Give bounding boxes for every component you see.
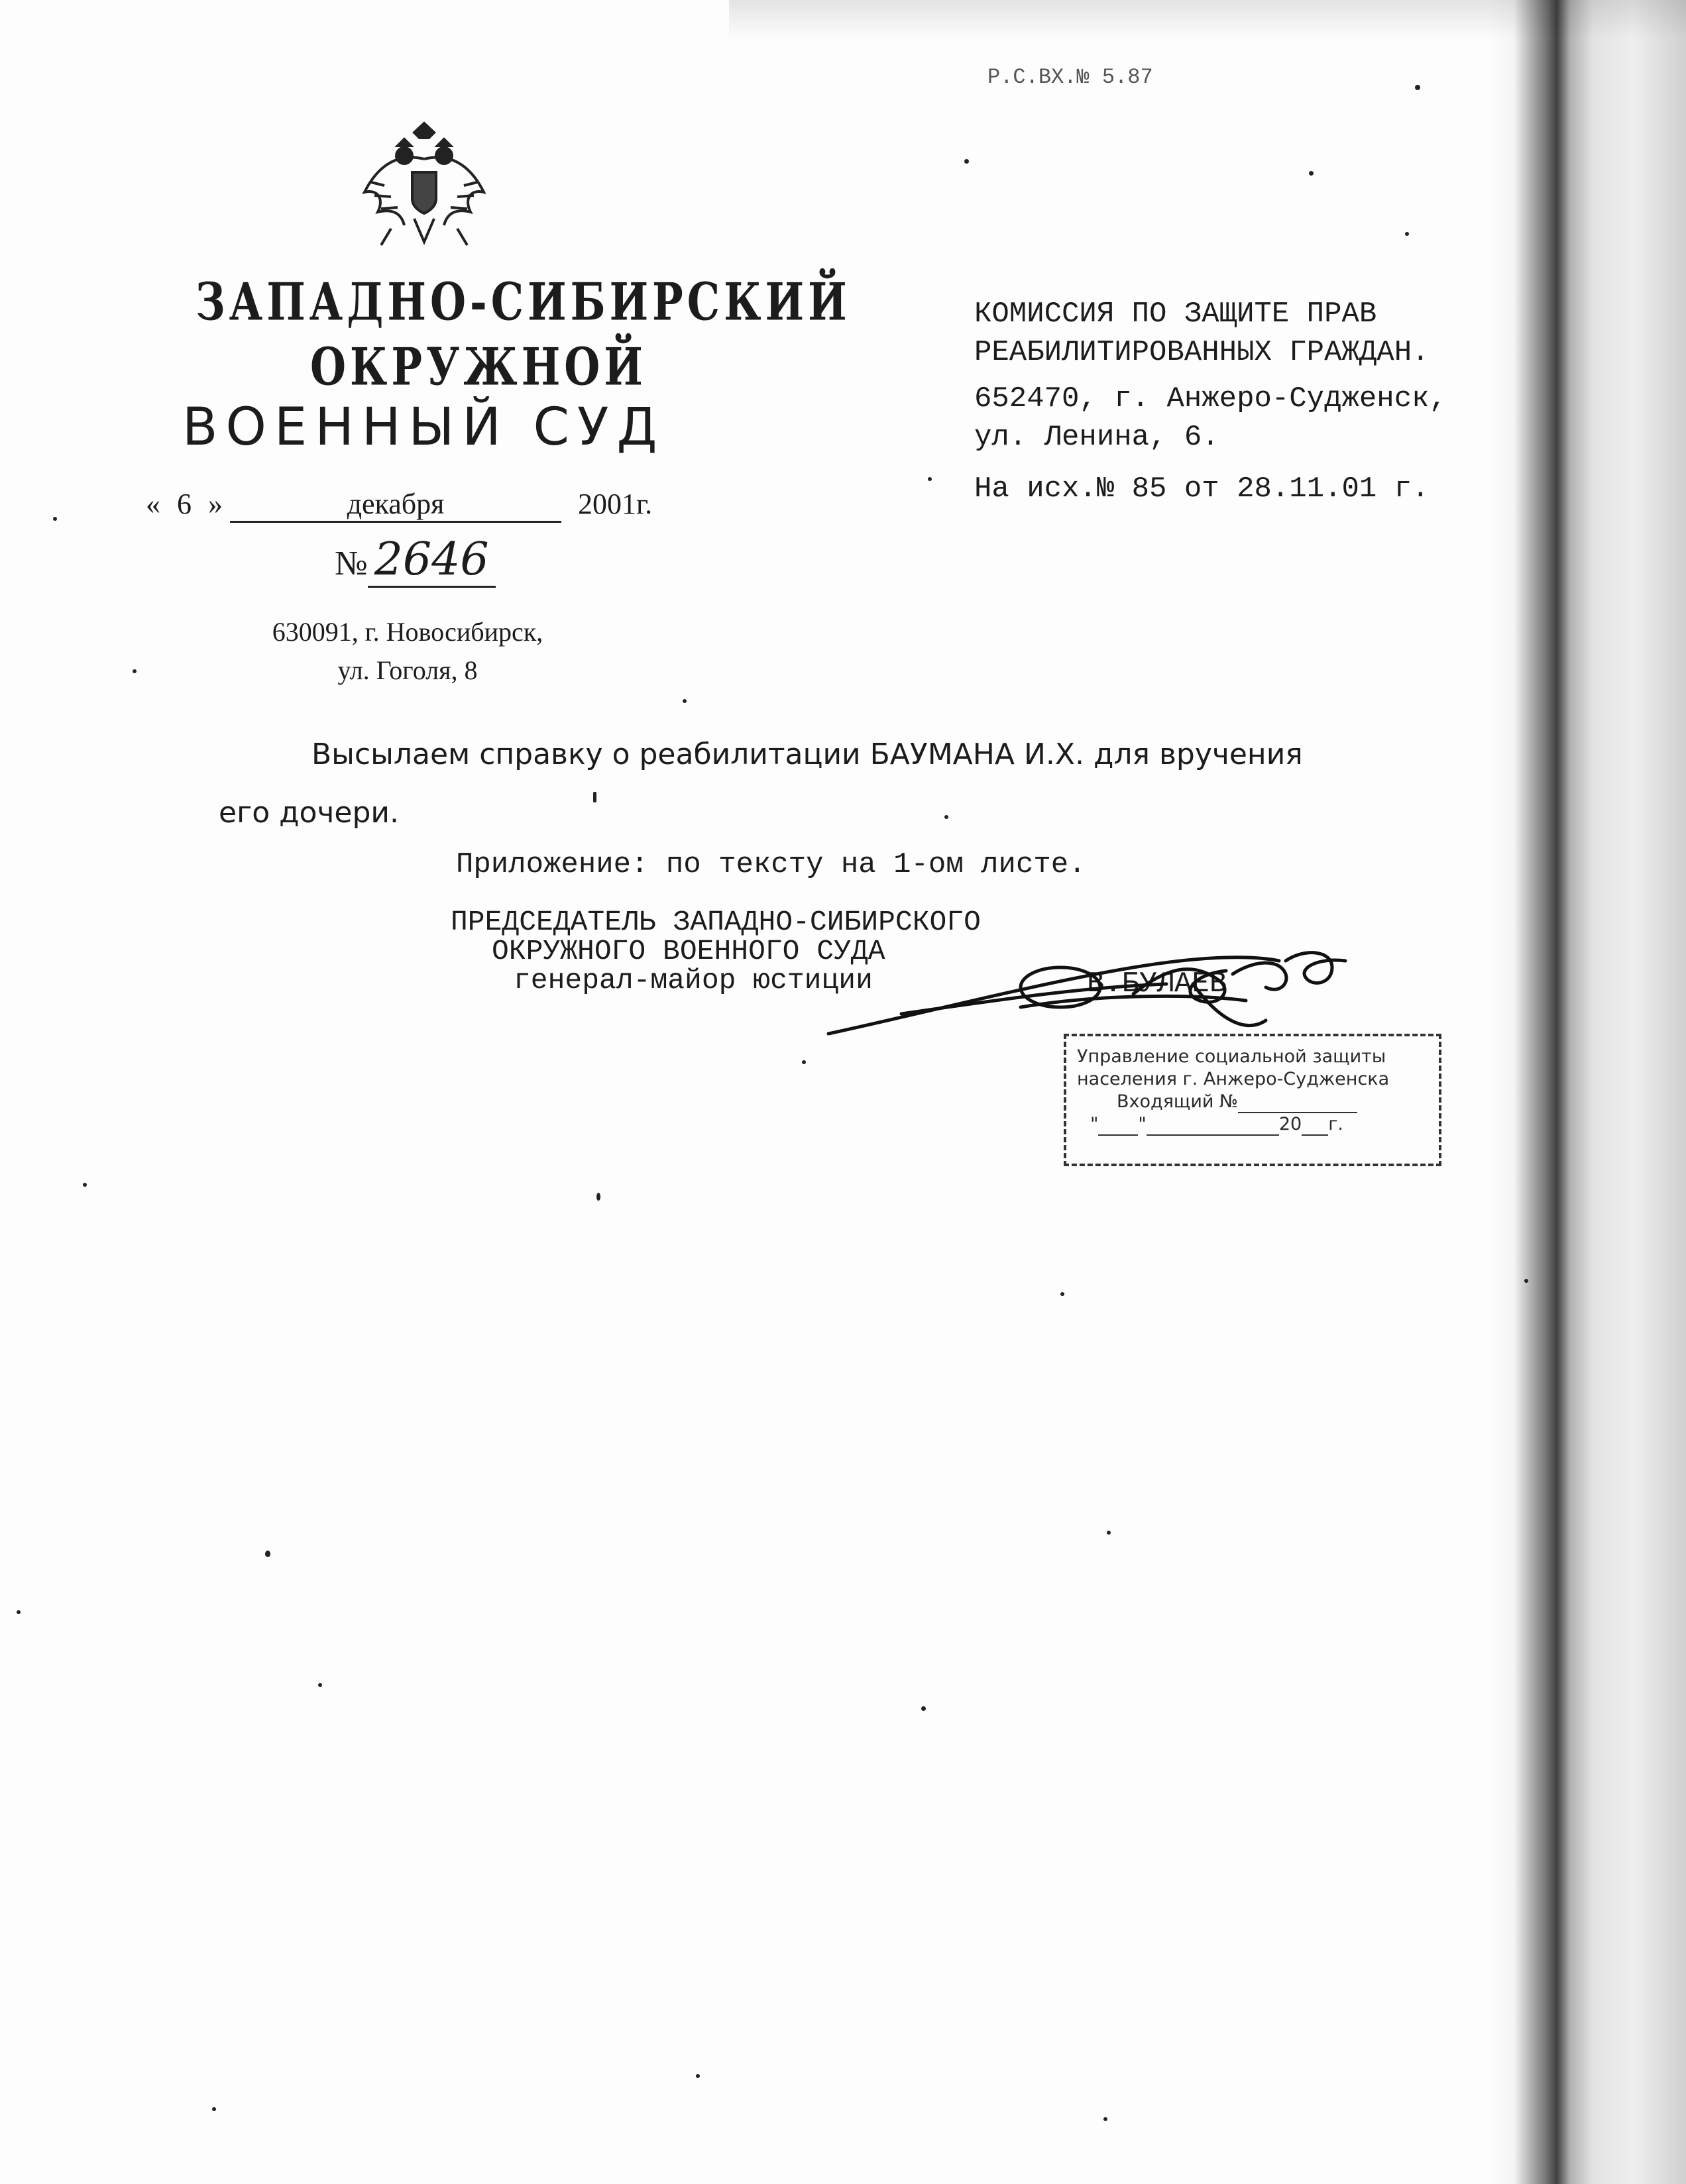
recipient-line2: РЕАБИЛИТИРОВАННЫХ ГРАЖДАН.	[974, 336, 1430, 369]
signer-title-line1: ПРЕДСЕДАТЕЛЬ ЗАПАДНО-СИБИРСКОГО	[451, 906, 981, 938]
body-line1: Высылаем справку о реабилитации БАУМАНА И.Х. для вручения	[311, 737, 1303, 771]
signer-name: В.БУЛАЕВ	[1087, 967, 1227, 1001]
number-sign: №	[335, 545, 368, 582]
stamp-date-open-quote: "	[1090, 1114, 1099, 1134]
court-address-line2: ул. Гоголя, 8	[337, 655, 478, 685]
date-year: 2001г.	[578, 488, 653, 520]
double-headed-eagle-icon	[351, 119, 497, 252]
date-day: 6	[177, 488, 192, 520]
court-address-line1: 630091, г. Новосибирск,	[272, 617, 543, 647]
stamp-line1: Управление социальной защиты	[1077, 1046, 1386, 1067]
recipient-line3: 652470, г. Анжеро-Судженск,	[974, 382, 1447, 415]
stamp-line4	[1090, 1113, 1428, 1136]
court-name-line2: ОКРУЖНОЙ	[310, 337, 647, 398]
header-registration-stamp: Р.С.ВХ.№ 5.87	[987, 65, 1153, 89]
scan-edge-shadow	[1487, 0, 1686, 2184]
scan-top-shadow	[729, 0, 1686, 40]
stamp-date-year: 20	[1278, 1114, 1302, 1134]
signer-title-line3: генерал-майор юстиции	[514, 964, 873, 997]
signer-title-line2: ОКРУЖНОГО ВОЕННОГО СУДА	[492, 935, 885, 967]
date-close-quote: »	[208, 488, 223, 520]
outgoing-number	[335, 533, 496, 588]
stamp-line2: населения г. Анжеро-Судженска	[1077, 1069, 1390, 1089]
court-address	[209, 613, 606, 690]
court-name-line1: ЗАПАДНО-СИБИРСКИЙ	[196, 272, 851, 333]
attachment-note: Приложение: по тексту на 1-ом листе.	[456, 848, 1086, 881]
body-line2: его дочери.	[219, 796, 400, 830]
letter-date	[146, 487, 652, 523]
court-name-line3: ВОЕННЫЙ СУД	[182, 398, 665, 457]
number-value-handwritten: 2646	[368, 533, 496, 588]
recipient-line1: КОМИССИЯ ПО ЗАЩИТЕ ПРАВ	[974, 298, 1377, 331]
incoming-registration-stamp	[1064, 1034, 1441, 1166]
recipient-line4: ул. Ленина, 6.	[974, 421, 1219, 454]
stamp-line3	[1117, 1091, 1428, 1113]
recipient-reference: На исх.№ 85 от 28.11.01 г.	[974, 472, 1430, 506]
letter-body	[219, 726, 1303, 842]
stamp-date-suffix: г.	[1328, 1114, 1343, 1134]
date-open-quote: «	[146, 488, 160, 520]
stamp-date-close-quote: "	[1138, 1114, 1147, 1134]
recipient-block	[974, 295, 1447, 508]
stamp-incoming-number-label: Входящий №	[1117, 1091, 1239, 1112]
date-month: декабря	[230, 487, 561, 523]
